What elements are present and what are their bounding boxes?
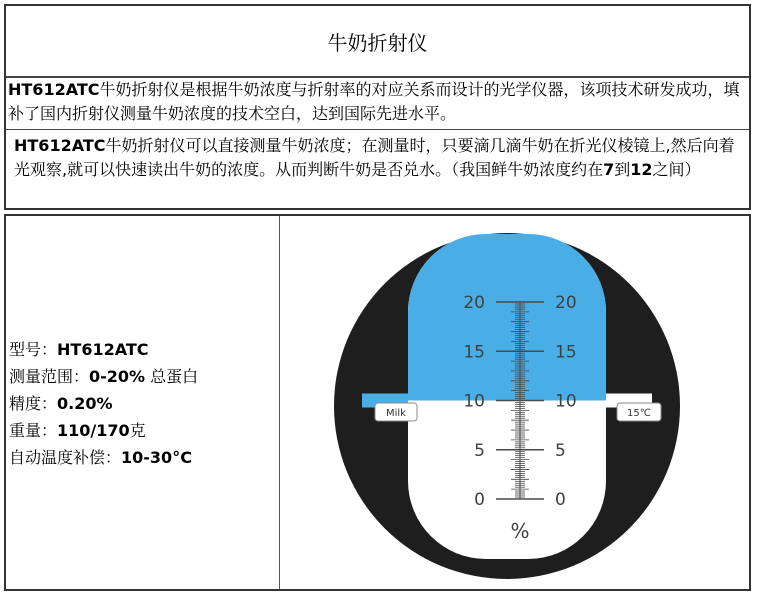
spec-value: 0-20% <box>89 367 146 386</box>
temperature-tag <box>617 403 661 421</box>
spec-cell <box>6 216 280 589</box>
spec-label: 测量范围： <box>9 367 90 386</box>
spec-value: 110/170 <box>57 421 130 440</box>
scale-label-left: 20 <box>463 293 485 313</box>
spec-suffix: 总蛋白 <box>145 367 199 386</box>
intro-text: 之间） <box>652 160 701 179</box>
spec-list <box>9 336 198 471</box>
spec-value: 0.20% <box>57 394 113 413</box>
intro-table <box>4 4 751 210</box>
spec-row-model <box>9 336 198 363</box>
spec-label: 重量： <box>9 421 58 440</box>
scale-label-left: 5 <box>474 440 485 461</box>
spec-value: HT612ATC <box>57 340 149 359</box>
spec-label: 型号： <box>9 340 58 359</box>
spec-label: 自动温度补偿： <box>9 448 122 467</box>
spec-value: 10-30°C <box>121 448 192 467</box>
intro-paragraph-1 <box>6 76 749 130</box>
scale-label-right: 10 <box>555 391 577 412</box>
scale-label-left: 15 <box>463 342 485 363</box>
milk-tag <box>375 403 417 421</box>
scale-label-right: 5 <box>555 440 566 461</box>
model-code: HT612ATC <box>8 80 100 99</box>
intro-text: 牛奶折射仪是根据牛奶浓度与折射率的对应关系而设计的光学仪器，该项技术研发成功，填补了国内折射仪测量牛奶浓度的技术空白，达到国际先进水平。 <box>8 80 740 123</box>
spec-table <box>4 214 751 591</box>
intro-text: 牛奶折射仪可以直接测量牛奶浓度；在测量时，只要滴几滴牛奶在折光仪棱镜上,然后向着光观察,就可以快速读出牛奶的浓度。从而判断牛奶是否兑水。（我国鲜牛奶浓度约在 <box>14 136 735 179</box>
spec-suffix: 克 <box>129 421 146 440</box>
scale-label-left: 0 <box>474 490 485 510</box>
intro-paragraph-2 <box>6 130 749 210</box>
scale-label-left: 10 <box>463 391 485 412</box>
unit-label: % <box>510 519 530 543</box>
range-low: 7 <box>603 160 615 179</box>
milk-tag-label: Milk <box>386 408 406 419</box>
scale-label-right: 0 <box>555 490 566 510</box>
model-code: HT612ATC <box>14 136 106 155</box>
window-blue-area <box>408 234 606 401</box>
page-title: 牛奶折射仪 <box>6 6 749 78</box>
spec-row-range <box>9 363 198 390</box>
refractometer-image-cell <box>280 216 749 589</box>
spec-row-precision <box>9 390 198 417</box>
spec-label: 精度： <box>9 394 58 413</box>
range-high: 12 <box>630 160 653 179</box>
spec-row-weight <box>9 417 198 444</box>
scale-label-right: 20 <box>555 293 577 313</box>
intro-text: 到 <box>614 160 631 179</box>
spec-row-atc <box>9 444 198 471</box>
scale-label-right: 15 <box>555 342 577 363</box>
refractometer-scale-view <box>280 216 749 589</box>
temperature-tag-label: 15℃ <box>627 408 651 419</box>
